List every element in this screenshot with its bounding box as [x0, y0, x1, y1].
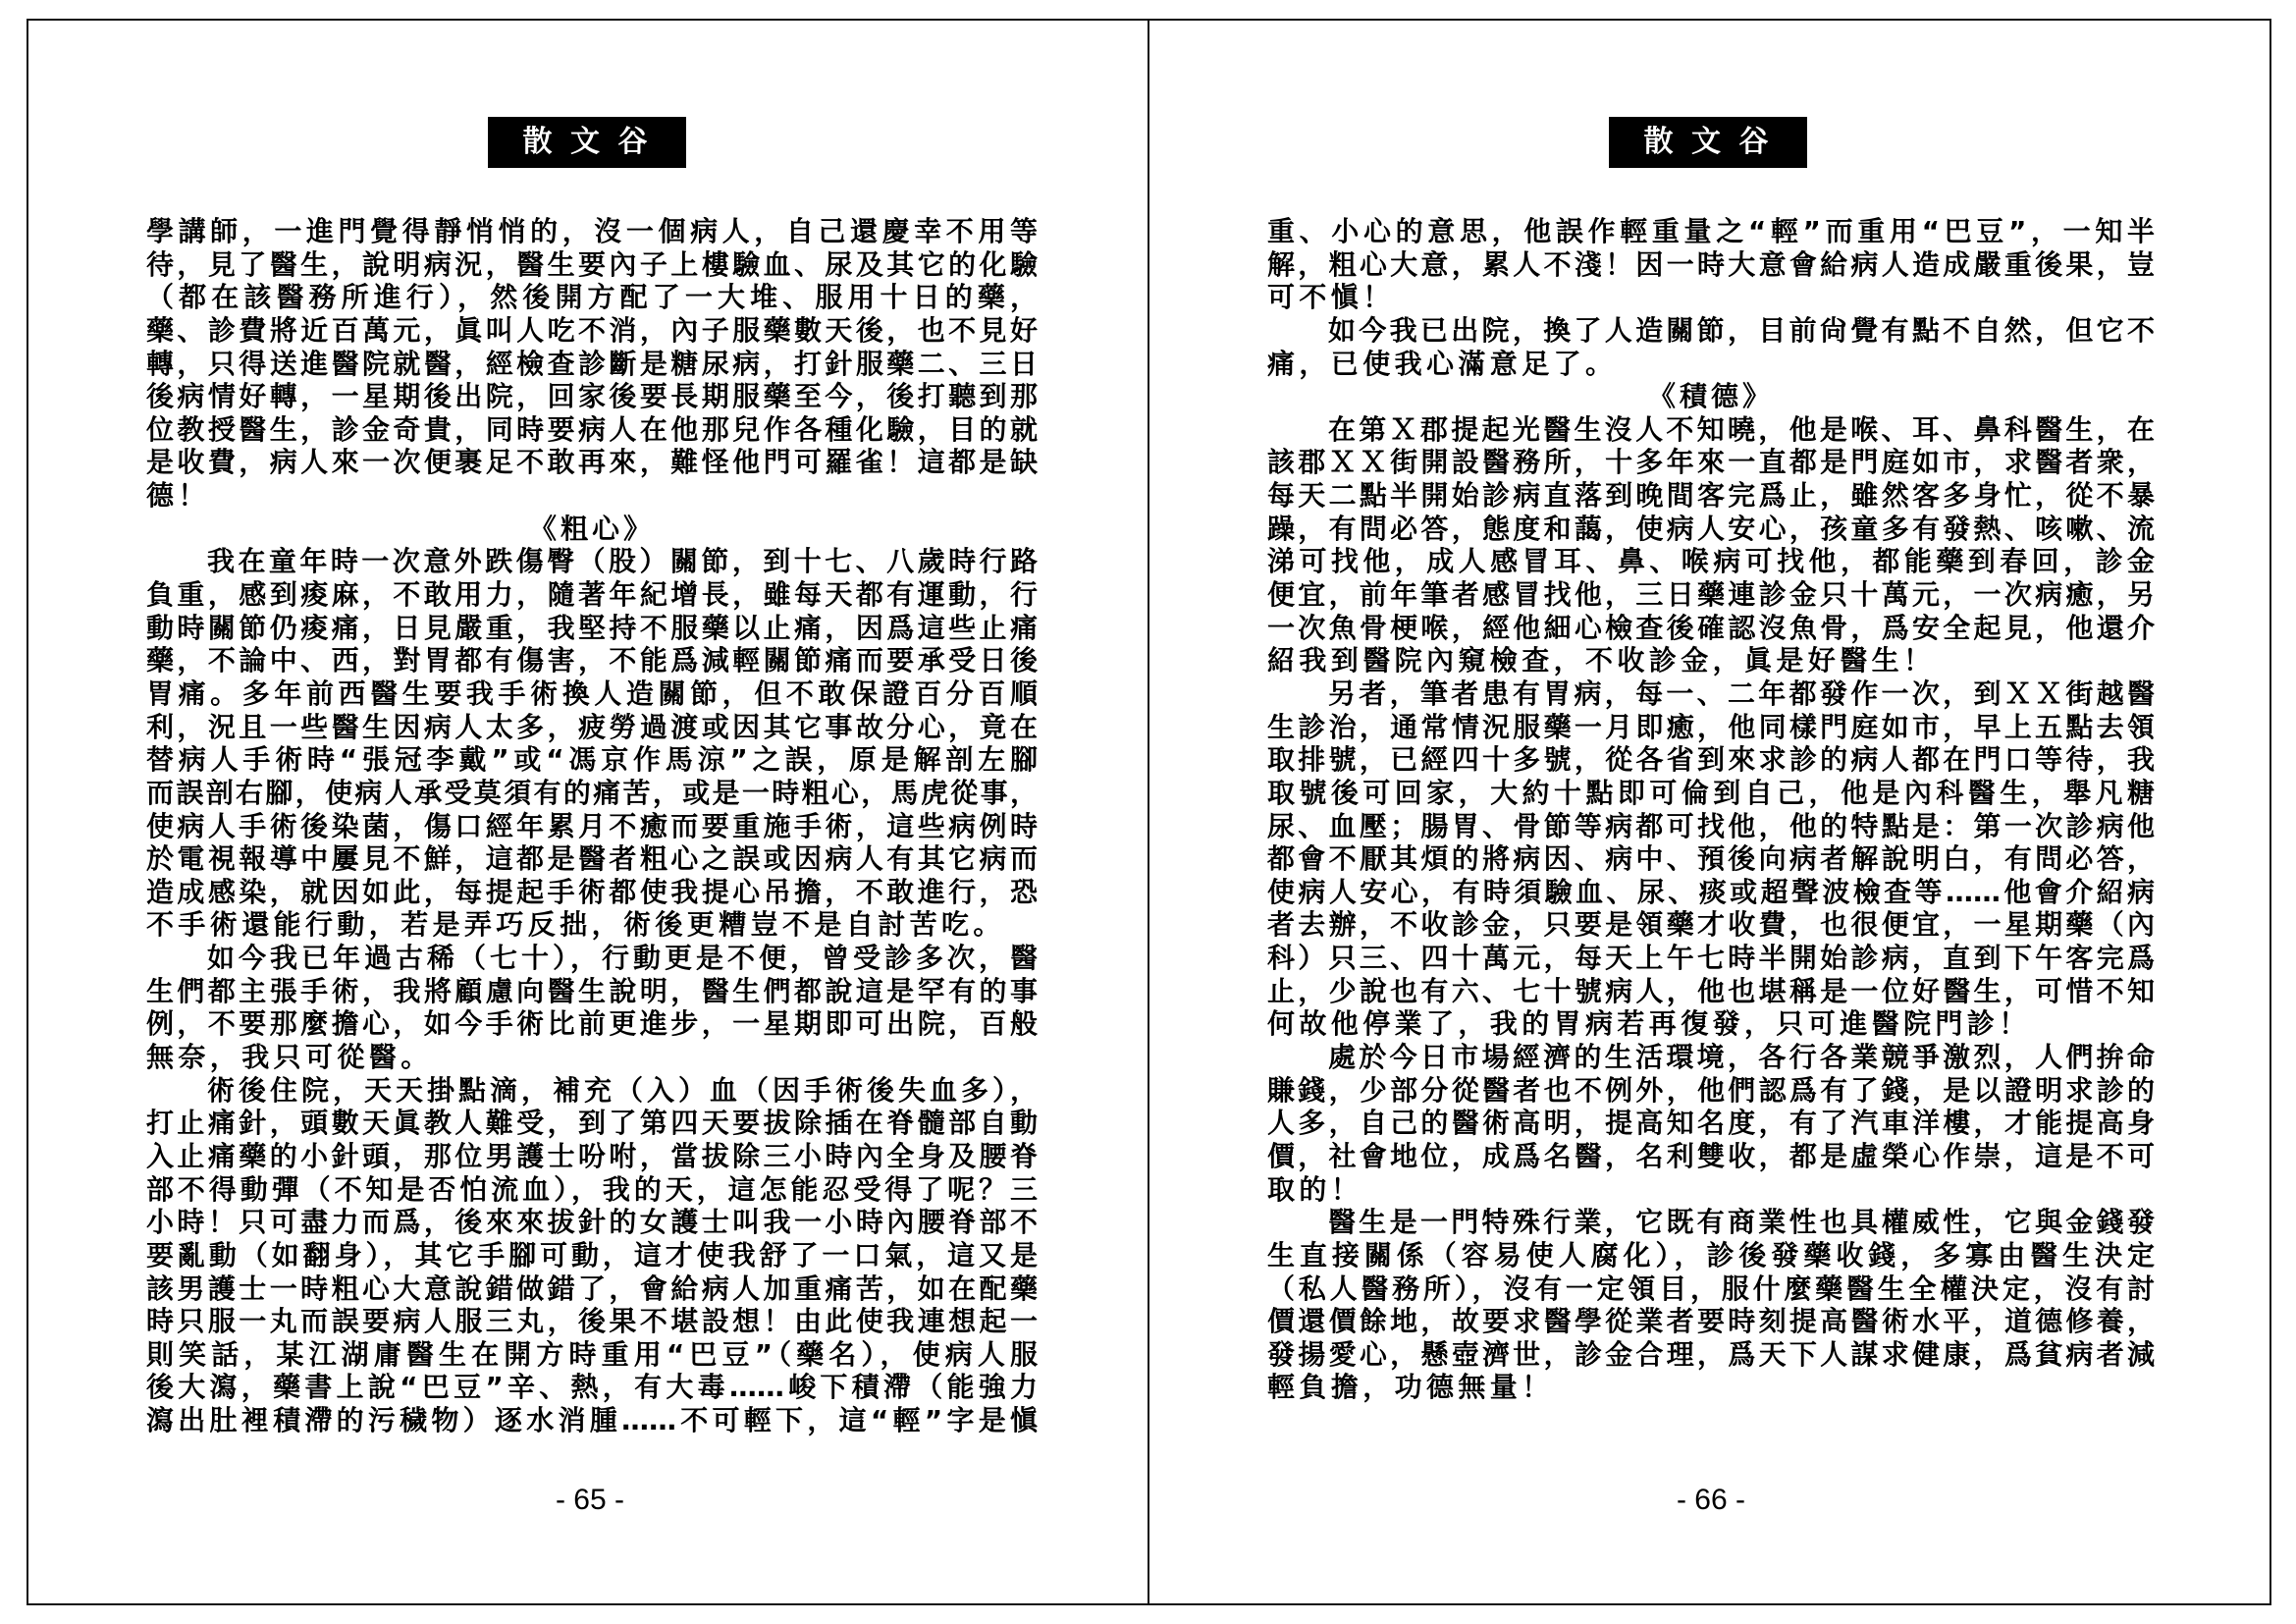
text-line: 痛，已使我心滿意足了。 [1267, 347, 1618, 380]
text-line: 入止痛藥的小針頭，那位男護士吩咐，當拔除三小時內全身及腰脊 [146, 1139, 1038, 1172]
text-line: 瀉出肚裡積滯的污穢物）逐水消腫……不可輕下，這“輕”字是愼 [146, 1404, 1038, 1437]
text-line: 醫生是一門特殊行業，它既有商業性也具權威性，它與金錢發 [1328, 1206, 2155, 1239]
page-number: - 65 - [555, 1484, 625, 1516]
page-header-box [1609, 117, 1807, 168]
page-header-title: 散 文 谷 [1643, 125, 1773, 159]
text-line: 轉，只得送進醫院就醫，經檢查診斷是糖尿病，打針服藥二、三日 [146, 347, 1038, 380]
page-divider [1148, 19, 1149, 1605]
text-line: 該郡ＸＸ街開設醫務所，十多年來一直都是門庭如市，求醫者衆， [1267, 446, 2155, 479]
text-line: 不手術還能行動，若是弄巧反拙，術後更糟豈不是自討苦吃。 [146, 908, 1005, 942]
text-line: 無奈，我只可從醫。 [146, 1041, 433, 1074]
text-line: 而誤剖右腳，使病人承受莫須有的痛苦，或是一時粗心，馬虎從事， [146, 776, 1038, 809]
text-line: 部不得動彈（不知是否怕流血），我的天，這怎能忍受得了呢？三 [146, 1172, 1038, 1206]
text-line: 重、小心的意思，他誤作輕重量之“輕”而重用“巴豆”，一知半 [1267, 215, 2155, 247]
text-line: 處於今日市場經濟的生活環境，各行各業競爭激烈，人們拚命 [1328, 1041, 2155, 1074]
text-line: 賺錢，少部分從醫者也不例外，他們認爲有了錢，是以證明求診的 [1267, 1073, 2155, 1107]
text-line: 生們都主張手術，我將顧慮向醫生說明，醫生們都說這是罕有的事 [146, 974, 1038, 1007]
text-line: 躁，有問必答，態度和藹，使病人安心，孩童多有發熱、咳嗽、流 [1267, 512, 2155, 545]
text-line: 時只服一丸而誤要病人服三丸，後果不堪設想！由此使我連想起一 [146, 1305, 1038, 1338]
text-line: 者去辦，不收診金，只要是領藥才收費，也很便宜，一星期藥（內 [1267, 908, 2155, 942]
text-line: 價，社會地位，成爲名醫，名利雙收，都是虛榮心作崇，這是不可 [1267, 1139, 2155, 1172]
page-left-body [146, 215, 1038, 1437]
text-line: 使病人安心，有時須驗血、尿、痰或超聲波檢查等……他會介紹病 [1267, 875, 2155, 908]
text-line: 止，少說也有六、七十號病人，他也堪稱是一位好醫生，可惜不知 [1267, 974, 2155, 1007]
text-line: 後大瀉，藥書上說“巴豆”辛、熱，有大毒……峻下積滯（能強力 [146, 1371, 1038, 1404]
text-line: 紹我到醫院內窺檢查，不收診金，眞是好醫生！ [1267, 644, 1936, 677]
text-line: 於電視報導中屢見不鮮，這都是醫者粗心之誤或因病人有其它病而 [146, 842, 1038, 876]
text-line: （都在該醫務所進行），然後開方配了一大堆、服用十日的藥， [146, 281, 1038, 314]
text-line: 一次魚骨梗喉，經他細心檢查後確認沒魚骨，爲安全起見，他還介 [1267, 611, 2155, 644]
page-header-box [488, 117, 686, 168]
text-line: 學講師，一進門覺得靜悄悄的，沒一個病人，自己還慶幸不用等 [146, 215, 1038, 247]
text-line: 要亂動（如翻身），其它手腳可動，這才使我舒了一口氣，這又是 [146, 1238, 1038, 1272]
text-line: 如今我已年過古稀（七十），行動更是不便，曾受診多次，醫 [207, 942, 1038, 975]
text-line: 取的！ [1267, 1172, 1363, 1206]
text-line: 待，見了醫生，說明病況，醫生要內子上樓驗血、尿及其它的化驗 [146, 247, 1038, 281]
text-line: 都會不厭其煩的將病因、病中、預後向病者解說明白，有問必答， [1267, 842, 2155, 876]
text-line: 是收費，病人來一次便裹足不敢再來，難怪他門可羅雀！這都是缺 [146, 446, 1038, 479]
text-line: 使病人手術後染菌，傷口經年累月不癒而要重施手術，這些病例時 [146, 809, 1038, 842]
section-heading: 《積德》 [1647, 380, 1774, 413]
text-line: 價還價餘地，故要求醫學從業者要時刻提高醫術水平，道德修養， [1267, 1305, 2155, 1338]
text-line: 涕可找他，成人感冒耳、鼻、喉病可找他，都能藥到春回，診金 [1267, 545, 2155, 578]
text-line: 取號後可回家，大約十點即可倫到自己，他是內科醫生，舉凡糖 [1267, 776, 2155, 809]
text-line: 該男護士一時粗心大意說錯做錯了，會給病人加重痛苦，如在配藥 [146, 1272, 1038, 1305]
text-line: （私人醫務所），沒有一定領目，服什麼藥醫生全權決定，沒有討 [1267, 1272, 2155, 1305]
text-line: 我在童年時一次意外跌傷臀（股）關節，到十七、八歲時行路 [207, 545, 1038, 578]
text-line: 輕負擔，功德無量！ [1267, 1371, 1554, 1404]
text-line: 發揚愛心，懸壺濟世，診金合理，爲天下人謀求健康，爲貧病者減 [1267, 1337, 2155, 1371]
text-line: 如今我已出院，換了人造關節，目前尙覺有點不自然，但它不 [1328, 313, 2155, 347]
text-line: 利，況且一些醫生因病人太多，疲勞過渡或因其它事故分心，竟在 [146, 710, 1038, 743]
text-line: 藥、診費將近百萬元，眞叫人吃不消，內子服藥數天後，也不見好 [146, 313, 1038, 347]
text-line: 生直接關係（容易使人腐化），診後發藥收錢，多寡由醫生決定 [1267, 1238, 2155, 1272]
text-line: 胃痛。多年前西醫生要我手術換人造關節，但不敢保證百分百順 [146, 677, 1038, 710]
text-line: 位教授醫生，診金奇貴，同時要病人在他那兒作各種化驗，目的就 [146, 412, 1038, 446]
text-line: 尿、血壓；腸胃、骨節等病都可找他，他的特點是：第一次診病他 [1267, 809, 2155, 842]
text-line: 便宜，前年筆者感冒找他，三日藥連診金只十萬元，一次病癒，另 [1267, 578, 2155, 612]
text-line: 每天二點半開始診病直落到晚間客完爲止，雖然客多身忙，從不暴 [1267, 479, 2155, 513]
text-line: 人多，自己的醫術高明，提高知名度，有了汽車洋樓，才能提高身 [1267, 1107, 2155, 1140]
text-line: 打止痛針，頭數天眞教人難受，到了第四天要拔除插在脊髓部自動 [146, 1107, 1038, 1140]
text-line: 例，不要那麼擔心，如今手術比前更進步，一星期即可出院，百般 [146, 1007, 1038, 1041]
section-heading: 《粗心》 [528, 512, 655, 545]
text-line: 小時！只可盡力而爲，後來來拔針的女護士叫我一小時內腰脊部不 [146, 1206, 1038, 1239]
text-line: 何故他停業了，我的胃病若再復發，只可進醫院門診！ [1267, 1007, 2031, 1041]
text-line: 後病情好轉，一星期後出院，回家後要長期服藥至今，後打聽到那 [146, 380, 1038, 413]
text-line: 取排號，已經四十多號，從各省到來求診的病人都在門口等待，我 [1267, 743, 2155, 777]
text-line: 在第Ｘ郡提起光醫生沒人不知曉，他是喉、耳、鼻科醫生，在 [1328, 412, 2155, 446]
text-line: 德！ [146, 479, 210, 513]
text-line: 藥，不論中、西，對胃都有傷害，不能爲減輕關節痛而要承受日後 [146, 644, 1038, 677]
page-number: - 66 - [1676, 1484, 1746, 1516]
text-line: 則笑話，某江湖庸醫生在開方時重用“巴豆”（藥名），使病人服 [146, 1337, 1038, 1371]
page-right-body [1267, 215, 2155, 1404]
text-line: 解，粗心大意，累人不淺！因一時大意會給病人造成嚴重後果，豈 [1267, 247, 2155, 281]
text-line: 生診治，通常情況服藥一月即癒，他同樣門庭如市，早上五點去領 [1267, 710, 2155, 743]
text-line: 科）只三、四十萬元，每天上午七時半開始診病，直到下午客完爲 [1267, 942, 2155, 975]
text-line: 動時關節仍痠痛，日見嚴重，我堅持不服藥以止痛，因爲這些止痛 [146, 611, 1038, 644]
page-header-title: 散 文 谷 [522, 125, 652, 159]
text-line: 可不愼！ [1267, 281, 1395, 314]
text-line: 造成感染，就因如此，每提起手術都使我提心吊擔，不敢進行，恐 [146, 875, 1038, 908]
text-line: 另者，筆者患有胃病，每一、二年都發作一次，到ＸＸ街越醫 [1328, 677, 2155, 710]
text-line: 替病人手術時“張冠李戴”或“馮京作馬涼”之誤，原是解剖左腳 [146, 743, 1038, 777]
text-line: 負重，感到痠麻，不敢用力，隨著年紀增長，雖每天都有運動，行 [146, 578, 1038, 612]
text-line: 術後住院，天天掛點滴，補充（入）血（因手術後失血多）， [207, 1073, 1038, 1107]
